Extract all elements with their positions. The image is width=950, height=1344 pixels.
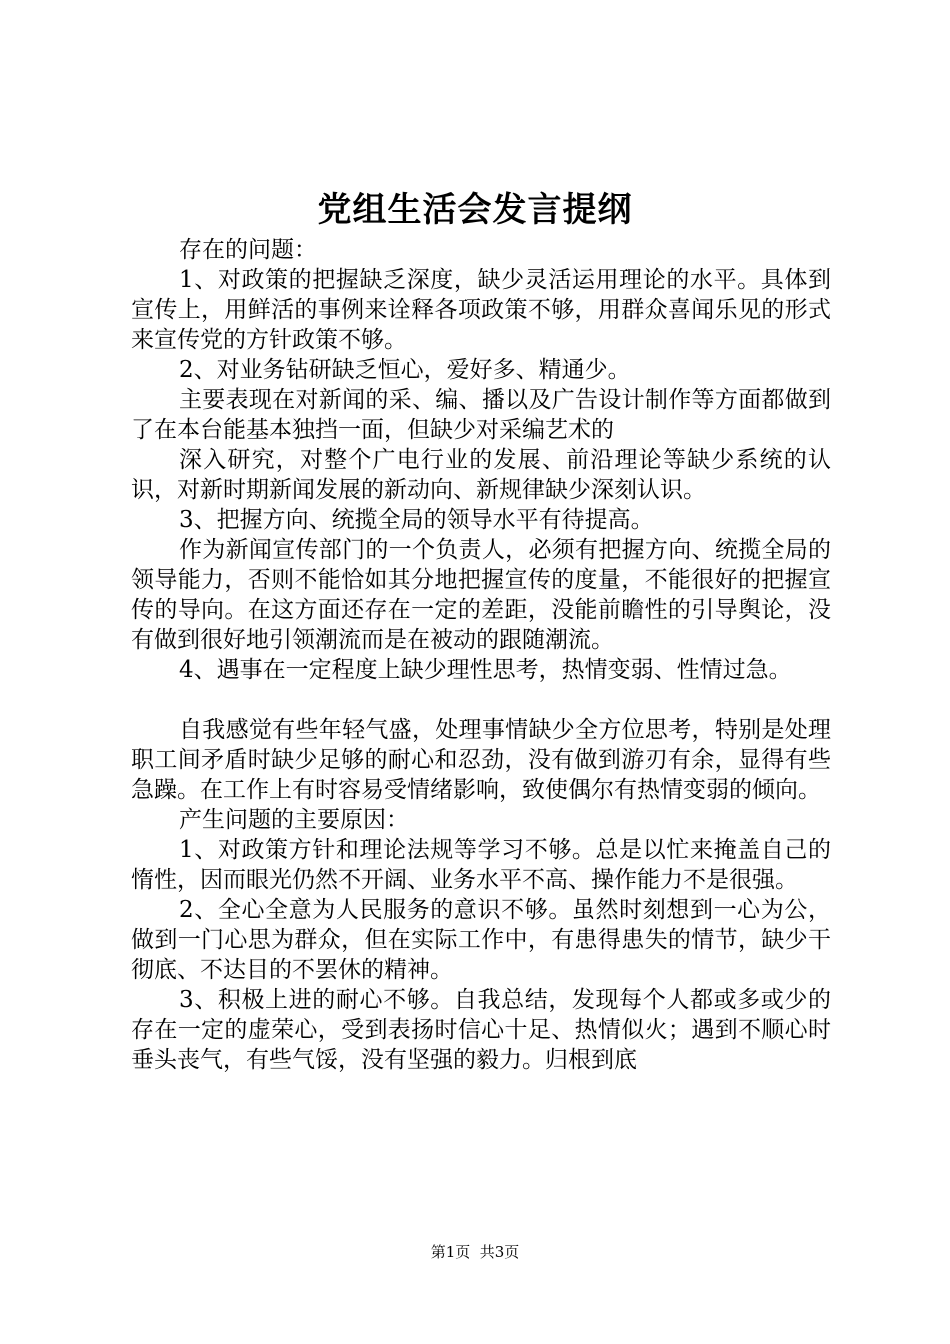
paragraph: 3、积极上进的耐心不够。自我总结，发现每个人都或多或少的存在一定的虚荣心，受到表扬时信心十足、热情似火；遇到不顺心时垂头丧气，有些气馁，没有坚强的毅力。归根到底	[131, 987, 831, 1073]
paragraph: 自我感觉有些年轻气盛，处理事情缺少全方位思考，特别是处理职工间矛盾时缺少足够的耐心和忍劲，没有做到游刃有余，显得有些急躁。在工作上有时容易受情绪影响，致使偶尔有热情变弱的倾向。	[131, 717, 831, 803]
paragraph: 主要表现在对新闻的采、编、播以及广告设计制作等方面都做到了在本台能基本独挡一面，但缺少对采编艺术的	[131, 387, 831, 443]
paragraph: 1、对政策方针和理论法规等学习不够。总是以忙来掩盖自己的惰性，因而眼光仍然不开阔、业务水平不高、操作能力不是很强。	[131, 837, 831, 893]
paragraph: 2、全心全意为人民服务的意识不够。虽然时刻想到一心为公，做到一门心思为群众，但在实际工作中，有患得患失的情节，缺少干彻底、不达目的不罢休的精神。	[131, 897, 831, 983]
paragraph: 深入研究，对整个广电行业的发展、前沿理论等缺少系统的认识，对新时期新闻发展的新动向、新规律缺少深刻认识。	[131, 447, 831, 503]
paragraph: 1、对政策的把握缺乏深度，缺少灵活运用理论的水平。具体到宣传上，用鲜活的事例来诠释各项政策不够，用群众喜闻乐见的形式来宣传党的方针政策不够。	[131, 267, 831, 353]
paragraph: 2、对业务钻研缺乏恒心，爱好多、精通少。	[179, 357, 631, 383]
page-footer: 第1页 共3页	[430, 1243, 520, 1261]
paragraph: 3、把握方向、统揽全局的领导水平有待提高。	[179, 507, 654, 533]
paragraph: 存在的问题：	[179, 237, 317, 263]
paragraph: 4、遇事在一定程度上缺少理性思考，热情变弱、性情过急。	[179, 657, 792, 683]
paragraph: 作为新闻宣传部门的一个负责人，必须有把握方向、统揽全局的领导能力，否则不能恰如其分地把握宣传的度量，不能很好的把握宣传的导向。在这方面还存在一定的差距，没能前瞻性的引导舆论，没有做到很好地引领潮流而是在被动的跟随潮流。	[131, 537, 831, 653]
document-title: 党组生活会发言提纲	[317, 190, 633, 230]
document-body	[131, 235, 831, 1075]
paragraph: 产生问题的主要原因：	[179, 807, 409, 833]
